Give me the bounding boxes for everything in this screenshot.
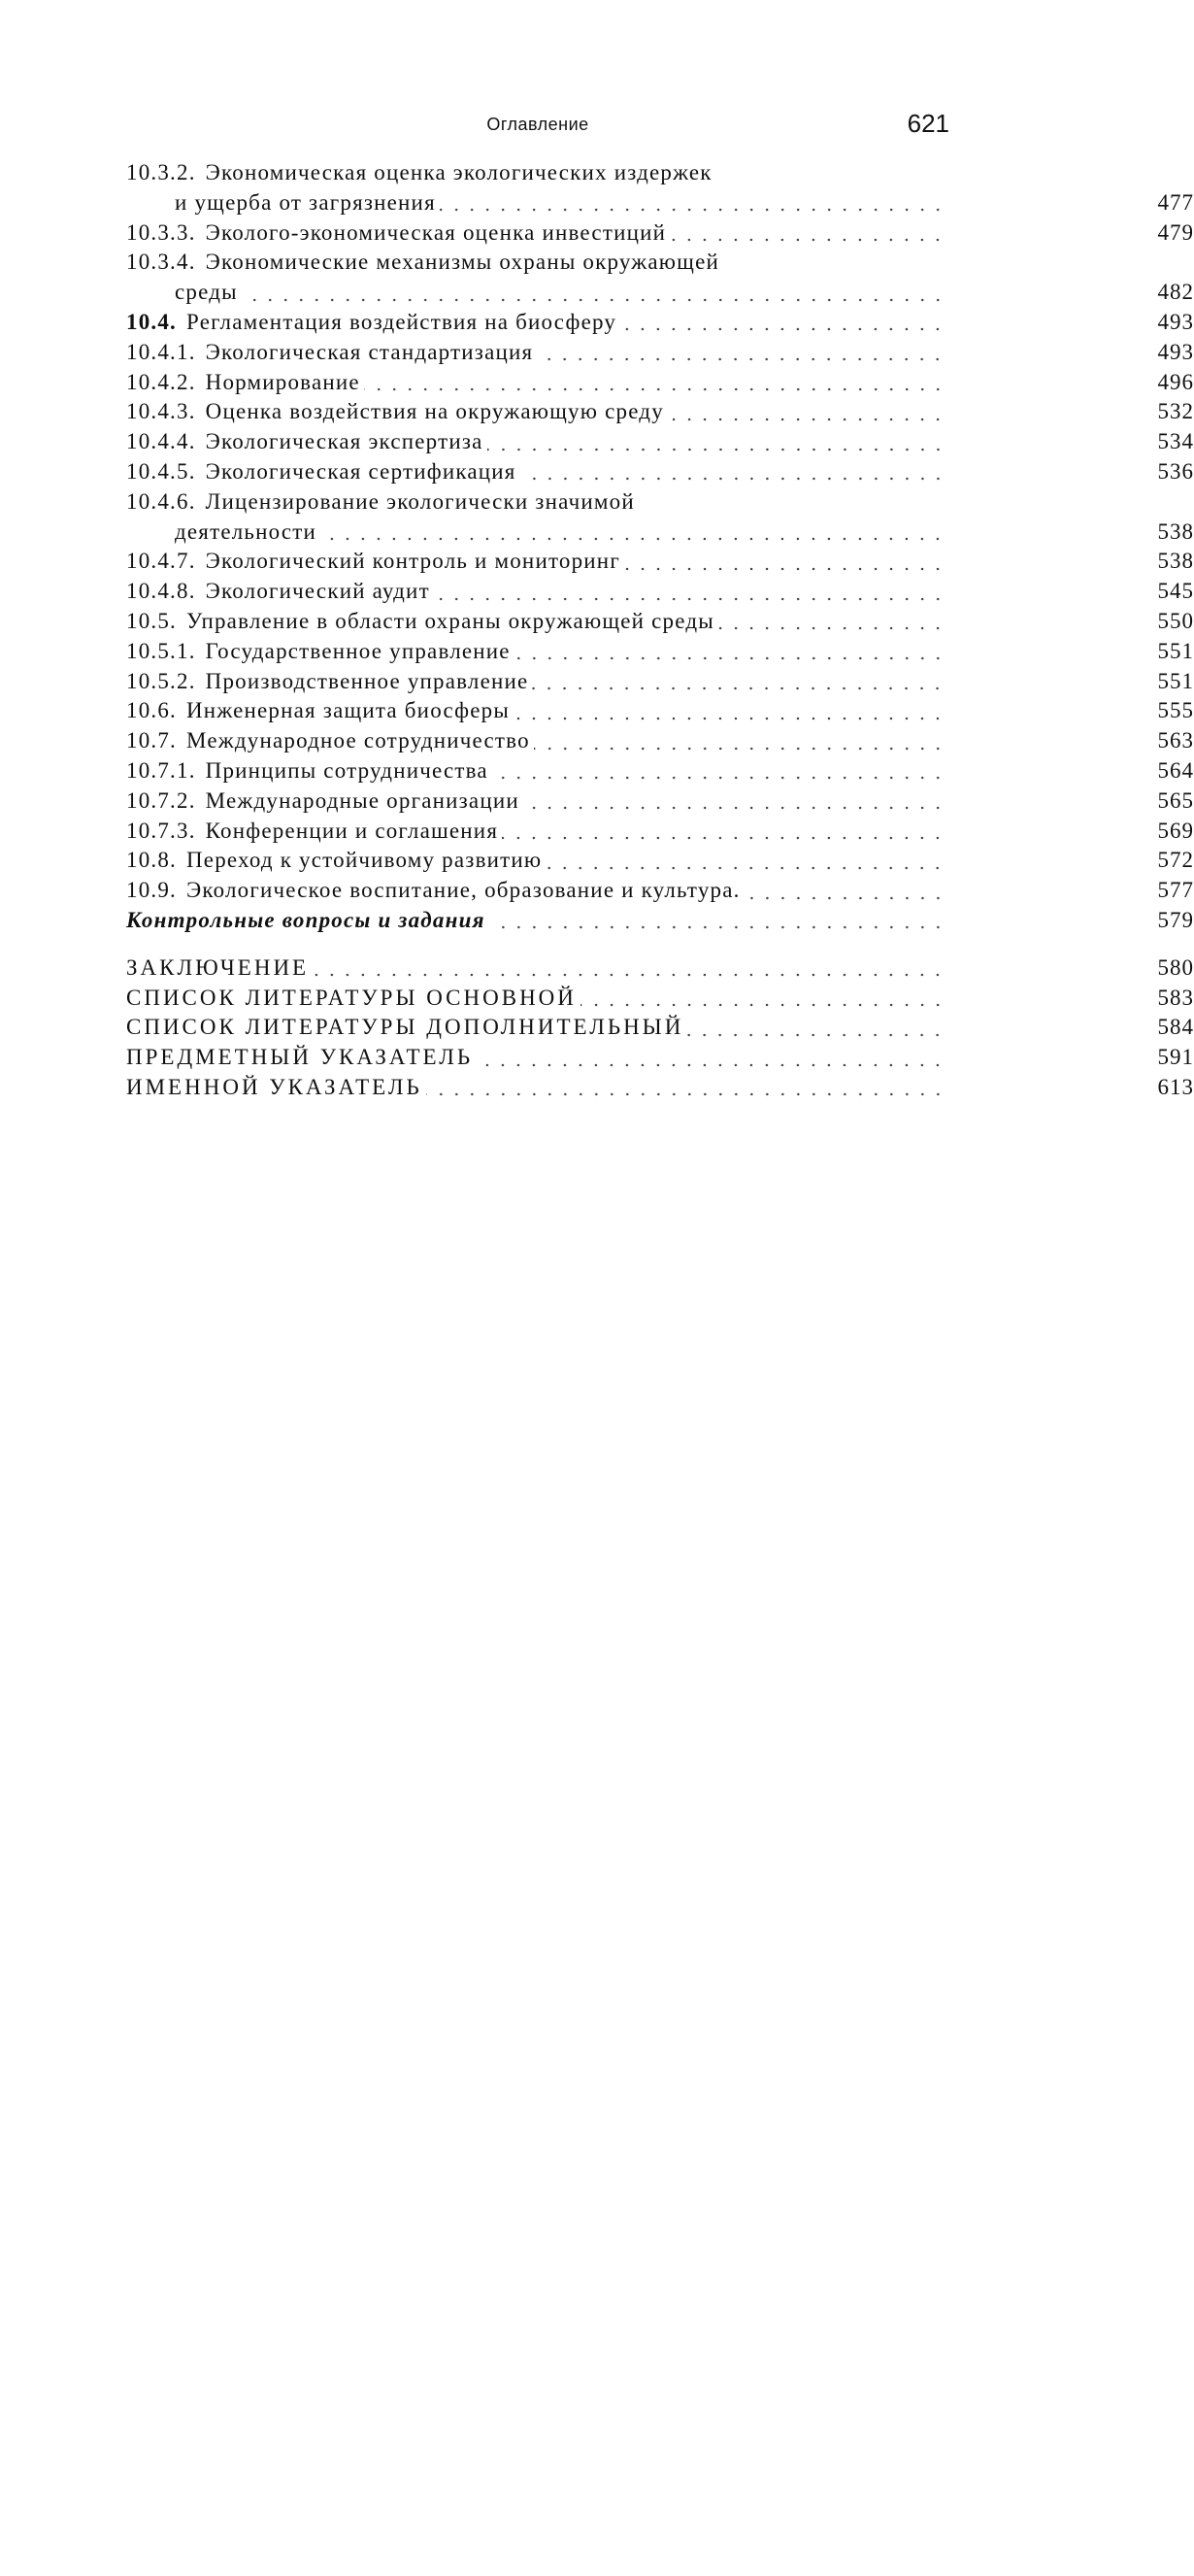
toc-entry-10-8	[126, 848, 949, 878]
toc-entry-title: Управление в области охраны окружающей среды	[186, 609, 714, 634]
toc-entry-number: 10.4.8.	[126, 579, 196, 604]
table-of-contents	[126, 160, 949, 1105]
toc-entry-number: 10.3.3.	[126, 220, 196, 246]
toc-entry-number: 10.4.	[126, 310, 177, 335]
toc-entry-10-6	[126, 698, 949, 728]
toc-entry-10-7-2	[126, 788, 949, 819]
toc-entry-10-4-3	[126, 399, 949, 429]
toc-entry-10-4-2	[126, 370, 949, 400]
toc-entry-page: 493	[126, 310, 1194, 1811]
toc-entry-10-4-4	[126, 429, 949, 459]
toc-entry-title: ПРЕДМЕТНЫЙ УКАЗАТЕЛЬ	[126, 1045, 473, 1070]
toc-entry-title: Экологический контроль и мониторинг	[206, 549, 620, 574]
toc-entry-number: 10.7.1.	[126, 758, 196, 784]
toc-entry-10-4	[126, 310, 949, 340]
toc-entry-title: Экологическая стандартизация	[206, 340, 534, 365]
toc-entry-page: 482	[126, 280, 1194, 1781]
toc-entry-10-3-3	[126, 220, 949, 251]
toc-entry-10-3-2-cont	[126, 190, 949, 220]
toc-entry-title: Принципы сотрудничества	[206, 758, 488, 784]
toc-entry-page: 550	[126, 609, 1194, 2110]
toc-entry-control-questions	[126, 908, 949, 938]
toc-entry-title: Регламентация воздействия на биосферу	[186, 310, 616, 335]
toc-entry-page: 572	[126, 848, 1194, 2349]
toc-entry-number: 10.4.5.	[126, 459, 196, 485]
toc-entry-page: 496	[126, 370, 1194, 1871]
toc-entry-page: 564	[126, 758, 1194, 2259]
toc-entry-title: Оценка воздействия на окружающую среду	[206, 399, 664, 424]
running-title: Оглавление	[126, 115, 949, 135]
toc-entry-page: 613	[126, 1075, 1194, 2576]
book-page	[0, 0, 1068, 1501]
toc-entry-page: 493	[126, 340, 1194, 1841]
toc-entry-title: ИМЕННОЙ УКАЗАТЕЛЬ	[126, 1075, 422, 1100]
toc-entry-page: 555	[126, 698, 1194, 2199]
toc-entry-title: Экономические механизмы охраны окружающей	[206, 250, 719, 275]
toc-entry-10-5-2	[126, 669, 949, 699]
toc-entry-title: Экономическая оценка экологических издержек	[206, 160, 713, 185]
toc-entry-title: Переход к устойчивому развитию	[186, 848, 542, 873]
toc-entry-10-3-4-cont	[126, 280, 949, 310]
toc-entry-title: Лицензирование экологически значимой	[206, 489, 635, 515]
toc-entry-title: ЗАКЛЮЧЕНИЕ	[126, 955, 309, 981]
toc-entry-title: Контрольные вопросы и задания	[126, 908, 485, 933]
toc-entry-number: 10.6.	[126, 698, 177, 723]
toc-entry-number: 10.4.6.	[126, 489, 196, 515]
toc-entry-title: Экологическая экспертиза	[206, 429, 483, 454]
toc-entry-number: 10.3.2.	[126, 160, 196, 185]
toc-entry-number: 10.4.4.	[126, 429, 196, 454]
toc-entry-title: Нормирование	[206, 370, 360, 395]
toc-entry-page: 532	[126, 399, 1194, 1900]
toc-entry-title: Инженерная защита биосферы	[186, 698, 510, 723]
toc-entry-title: деятельности	[175, 519, 316, 545]
toc-entry-subject-index	[126, 1045, 949, 1075]
toc-entry-10-4-5	[126, 459, 949, 489]
toc-entry-title: Международное сотрудничество	[186, 728, 530, 753]
page-number: 621	[908, 109, 949, 139]
toc-entry-number: 10.4.7.	[126, 549, 196, 574]
toc-entry-number: 10.3.4.	[126, 250, 196, 275]
toc-entry-title: СПИСОК ЛИТЕРАТУРЫ ОСНОВНОЙ	[126, 986, 577, 1011]
toc-entry-10-7-3	[126, 819, 949, 849]
toc-entry-number: 10.8.	[126, 848, 177, 873]
toc-entry-page: 551	[126, 639, 1194, 2140]
toc-entry-number: 10.7.	[126, 728, 177, 753]
toc-entry-10-4-7	[126, 549, 949, 579]
toc-entry-number: 10.4.1.	[126, 340, 196, 365]
toc-entry-page: 551	[126, 669, 1194, 2170]
toc-entry-10-4-6	[126, 489, 949, 519]
toc-entry-page: 563	[126, 728, 1194, 2229]
toc-entry-10-7	[126, 728, 949, 758]
toc-entry-10-4-8	[126, 579, 949, 609]
running-head	[126, 109, 949, 138]
toc-entry-number: 10.7.2.	[126, 788, 196, 814]
toc-entry-10-7-1	[126, 758, 949, 788]
toc-entry-10-5-1	[126, 639, 949, 669]
toc-entry-page: 565	[126, 788, 1194, 2290]
toc-entry-page: 538	[126, 549, 1194, 2050]
toc-entry-page: 534	[126, 429, 1194, 1930]
toc-entry-number: 10.7.3.	[126, 819, 196, 844]
toc-entry-title: Эколого-экономическая оценка инвестиций	[206, 220, 666, 246]
toc-entry-10-3-2	[126, 160, 949, 190]
toc-entry-conclusion	[126, 955, 949, 986]
toc-entry-title: Государственное управление	[206, 639, 511, 664]
toc-entry-number: 10.5.2.	[126, 669, 196, 694]
toc-entry-page: 569	[126, 819, 1194, 2320]
toc-entry-title: Конференции и соглашения	[206, 819, 498, 844]
toc-entry-page: 479	[126, 220, 1194, 1722]
toc-entry-name-index	[126, 1075, 949, 1105]
toc-entry-page: 477	[126, 190, 1194, 1691]
toc-entry-number: 10.4.2.	[126, 370, 196, 395]
toc-entry-title: Производственное управление	[206, 669, 529, 694]
toc-entry-title: среды	[175, 280, 238, 305]
toc-entry-page: 583	[126, 986, 1194, 2487]
toc-entry-number: 10.9.	[126, 878, 177, 903]
toc-entry-page: 538	[126, 519, 1194, 2021]
toc-entry-title: Экологическая сертификация	[206, 459, 516, 485]
toc-entry-10-4-6-cont	[126, 519, 949, 550]
toc-entry-10-9	[126, 878, 949, 908]
toc-entry-10-3-4	[126, 250, 949, 280]
toc-entry-number: 10.5.	[126, 609, 177, 634]
toc-entry-page: 536	[126, 459, 1194, 1960]
toc-entry-main-bibliography	[126, 986, 949, 1016]
toc-entry-page: 591	[126, 1045, 1194, 2546]
toc-entry-page: 545	[126, 579, 1194, 2080]
toc-entry-page: 584	[126, 1015, 1194, 2516]
toc-entry-10-5	[126, 609, 949, 639]
toc-entry-number: 10.4.3.	[126, 399, 196, 424]
toc-entry-title: Экологическое воспитание, образование и культура.	[186, 878, 741, 903]
toc-entry-10-4-1	[126, 340, 949, 370]
toc-entry-title: СПИСОК ЛИТЕРАТУРЫ ДОПОЛНИТЕЛЬНЫЙ	[126, 1015, 683, 1040]
toc-entry-number: 10.5.1.	[126, 639, 196, 664]
toc-entry-page: 579	[126, 908, 1194, 2409]
toc-entry-title: Международные организации	[206, 788, 519, 814]
toc-entry-page: 577	[126, 878, 1194, 2379]
toc-entry-extra-bibliography	[126, 1015, 949, 1045]
toc-entry-page: 580	[126, 955, 1194, 2457]
toc-entry-title: и ущерба от загрязнения	[175, 190, 436, 216]
toc-entry-title: Экологический аудит	[206, 579, 430, 604]
